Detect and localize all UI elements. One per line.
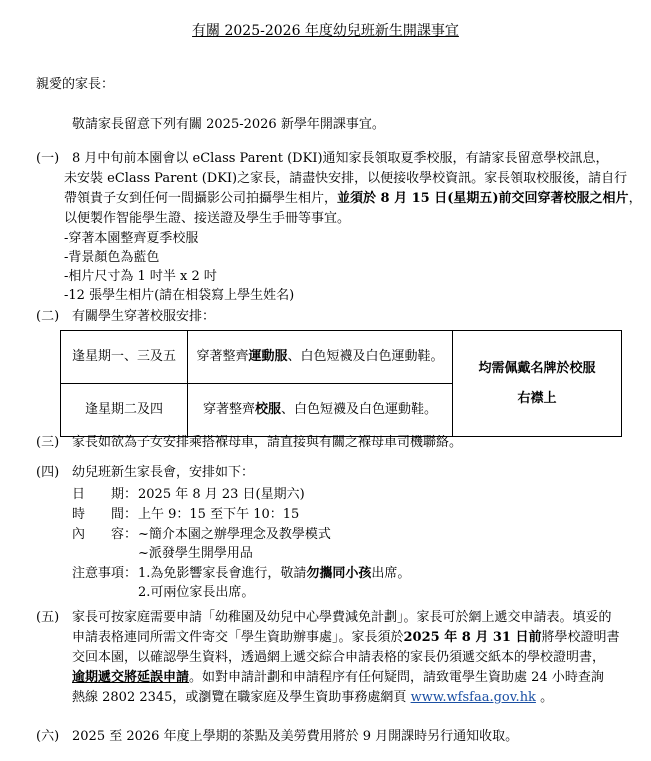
wfsfaa-website-link[interactable]: www.wfsfaa.gov.hk: [410, 690, 536, 705]
photo-requirement: -背景顏色為藍色: [64, 250, 160, 265]
section-3-text: 家長如欲為子女安排乘搭褓母車，請直接與有關之褓母車司機聯絡。: [72, 435, 463, 450]
section-4-number: (四): [36, 465, 60, 480]
meeting-notes-label: 注意事項：: [72, 566, 138, 581]
photo-requirement: -穿著本園整齊夏季校服: [64, 231, 199, 246]
salutation: 親愛的家長：: [36, 77, 115, 92]
section-5-number: (五): [36, 610, 60, 625]
table-cell-day: 逢星期二及四: [61, 384, 188, 437]
s5-l5-end: 。: [535, 690, 554, 705]
attire-bold: 運動服: [248, 349, 288, 364]
table-cell-day: 逢星期一、三及五: [61, 331, 188, 384]
attire-bold: 校服: [254, 402, 281, 417]
late-warning: 逾期遞交將延誤申請: [72, 670, 190, 685]
section-1-line-3-text: 帶領貴子女到任何一間攝影公司拍攝學生相片，: [64, 191, 338, 206]
s5-l5-text: 熱線 2802 2345，或瀏覽在職家庭及學生資助事務處網頁: [72, 690, 411, 705]
subsidy-deadline: 2025 年 8 月 31 日前: [403, 630, 542, 645]
meeting-note-1: [138, 565, 410, 583]
meeting-content-1: ~簡介本園之辦學理念及教學模式: [138, 527, 331, 542]
meeting-time: 上午 9：15 至下午 10：15: [138, 507, 300, 522]
attire-pre: 穿著整齊: [196, 349, 249, 364]
intro-text: 敬請家長留意下列有關 2025-2026 新學年開課事宜。: [72, 117, 385, 132]
meeting-content-2: ~派發學生開學用品: [138, 546, 253, 561]
s5-l2-text: 申請表格連同所需文件寄交「學生資助辦事處」。家長須於: [72, 630, 404, 645]
attire-pre: 穿著整齊: [202, 402, 255, 417]
section-2-heading: 有關學生穿著校服安排：: [72, 309, 216, 324]
table-cell-attire: [188, 331, 453, 384]
attire-post: 、白色短襪及白色運動鞋。: [281, 402, 438, 417]
note-1-pre: 1.為免影響家長會進行，敬請: [138, 566, 307, 581]
meeting-content-label: 內 容：: [72, 527, 138, 542]
table-cell-attire: [188, 384, 453, 437]
meeting-date-label: 日 期：: [72, 487, 138, 502]
section-5-line-4: [72, 669, 604, 687]
section-2-number: (二): [36, 309, 60, 324]
note-line-1: 均需佩戴名牌於校服: [478, 360, 596, 376]
photo-requirement: -相片尺寸為 1 吋半 x 2 吋: [64, 269, 217, 284]
note-1-post: 出席。: [371, 566, 411, 581]
s5-l4-text: 。如對申請計劃和申請程序有任何疑問，請致電學生資助處 24 小時查詢: [189, 670, 604, 685]
table-row: [61, 331, 622, 384]
section-5-line-1: 家長可按家庭需要申請「幼稚園及幼兒中心學費減免計劃」。家長可於網上遞交申請表。填妥的: [72, 610, 612, 625]
photo-requirement: -12 張學生相片(請在相袋寫上學生姓名): [64, 288, 295, 303]
section-5-line-2: [72, 629, 619, 647]
section-5-line-5: [72, 689, 553, 707]
note-1-bold: 勿攜同小孩: [306, 566, 372, 581]
section-4-heading: 幼兒班新生家長會，安排如下：: [72, 465, 255, 480]
table-cell-note: [453, 331, 622, 437]
section-3-number: (三): [36, 435, 60, 450]
attire-post: 、白色短襪及白色運動鞋。: [287, 349, 444, 364]
meeting-note-2: 2.可兩位家長出席。: [138, 585, 255, 600]
document-title: 有關 2025-2026 年度幼兒班新生開課事宜: [192, 23, 459, 39]
section-1-line-4: 以便製作智能學生證、接送證及學生手冊等事宜。: [64, 211, 351, 226]
meeting-time-label: 時 間：: [72, 507, 138, 522]
s5-l2-end: 將學校證明書: [541, 630, 620, 645]
meeting-date: 2025 年 8 月 23 日(星期六): [138, 487, 305, 502]
section-1-line-3-end: ，: [628, 191, 642, 206]
section-1-number: (一): [36, 151, 60, 166]
section-1-line-2: 未安裝 eClass Parent (DKI)之家長，請盡快安排，以便接收學校資訊。家長領取校服後，請自行: [64, 171, 628, 186]
section-1-line-3: [64, 190, 642, 208]
section-6-number: (六): [36, 729, 60, 744]
uniform-schedule-table: [60, 330, 622, 437]
section-6-text: 2025 至 2026 年度上學期的茶點及美勞費用將於 9 月開課時另行通知收取。: [72, 729, 519, 744]
section-5-line-3: 交回本園，以確認學生資料，透過網上遞交綜合申請表格的家長仍須遞交紙本的學校證明書，: [72, 650, 606, 665]
note-line-2: 右襟上: [517, 390, 557, 406]
section-1-line-1: 8 月中旬前本園會以 eClass Parent (DKI)通知家長領取夏季校服，有請家長留意學校訊息，: [72, 151, 609, 166]
photo-deadline: 並須於 8 月 15 日(星期五)前交回穿著校服之相片: [337, 191, 629, 206]
